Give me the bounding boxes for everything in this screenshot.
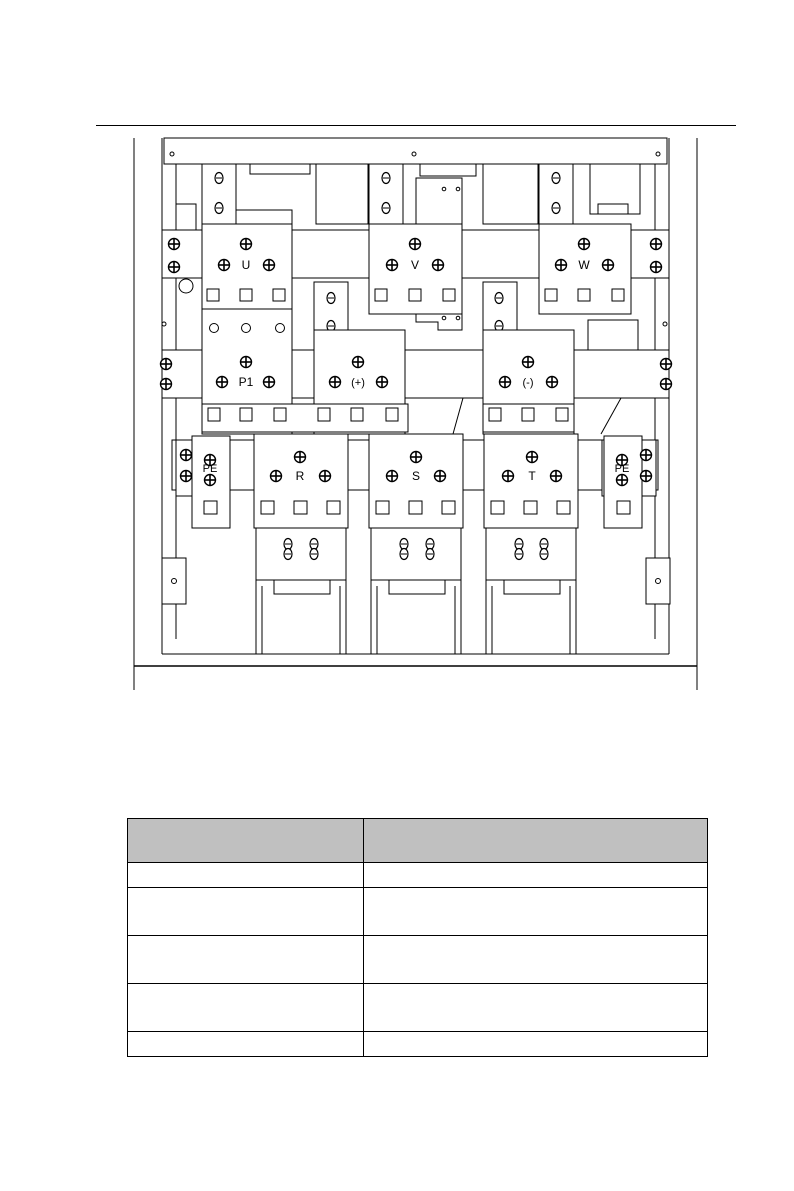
table-cell bbox=[128, 863, 364, 888]
terminal-label-pe-right: PE bbox=[614, 463, 630, 475]
table-row bbox=[128, 888, 708, 936]
terminal-label-v: V bbox=[410, 258, 420, 272]
table-cell bbox=[364, 1032, 708, 1057]
terminal-block-diagram bbox=[128, 134, 704, 694]
terminal-label-pe-left: PE bbox=[202, 463, 218, 475]
table-cell bbox=[128, 888, 364, 936]
terminal-label-p1: P1 bbox=[238, 375, 254, 389]
table-cell bbox=[364, 936, 708, 984]
table-cell bbox=[128, 936, 364, 984]
table-cell bbox=[364, 984, 708, 1032]
table-row bbox=[128, 1032, 708, 1057]
terminal-label-plus: (+) bbox=[351, 377, 365, 389]
table-header-row bbox=[128, 819, 708, 863]
table-header-cell bbox=[128, 819, 364, 863]
table-row bbox=[128, 863, 708, 888]
table-row bbox=[128, 936, 708, 984]
table-cell bbox=[364, 863, 708, 888]
terminal-label-w: W bbox=[578, 258, 590, 272]
terminal-spec-table bbox=[127, 818, 708, 1057]
terminal-label-t: T bbox=[528, 469, 536, 483]
table-row bbox=[128, 984, 708, 1032]
table-cell bbox=[364, 888, 708, 936]
terminal-label-minus: (-) bbox=[522, 377, 534, 389]
table-cell bbox=[128, 1032, 364, 1057]
terminal-label-r: R bbox=[295, 469, 305, 483]
table-cell bbox=[128, 984, 364, 1032]
header-rule bbox=[96, 125, 736, 126]
terminal-label-s: S bbox=[411, 469, 421, 483]
terminal-label-u: U bbox=[241, 258, 251, 272]
table-header-cell bbox=[364, 819, 708, 863]
